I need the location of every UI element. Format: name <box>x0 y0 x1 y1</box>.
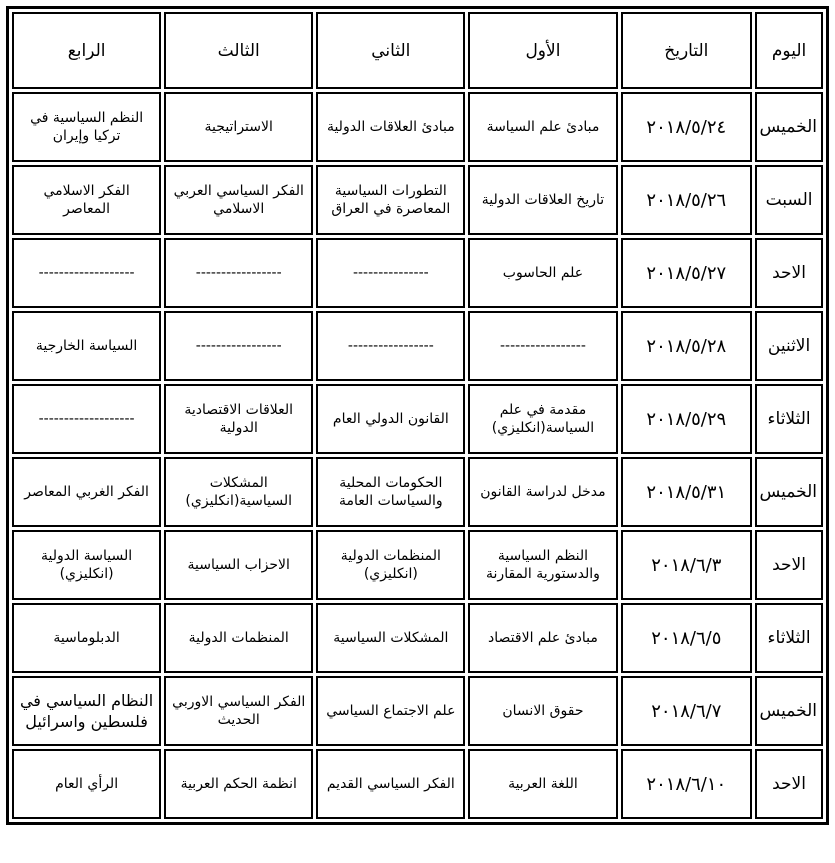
header-row <box>12 12 823 89</box>
row-date: ٢٠١٨/٥/٢٨ <box>621 311 753 381</box>
row-subject-fourth: الفكر الغربي المعاصر <box>12 457 161 527</box>
row-subject-second: الحكومات المحلية والسياسات العامة <box>316 457 465 527</box>
row-date: ٢٠١٨/٦/٣ <box>621 530 753 600</box>
row-day: الثلاثاء <box>755 603 823 673</box>
row-day: الثلاثاء <box>755 384 823 454</box>
row-subject-third: انظمة الحكم العربية <box>164 749 313 819</box>
row-subject-fourth: الرأي العام <box>12 749 161 819</box>
row-subject-fourth: ------------------- <box>12 238 161 308</box>
row-subject-second: الفكر السياسي القديم <box>316 749 465 819</box>
row-subject-second: التطورات السياسية المعاصرة في العراق <box>316 165 465 235</box>
row-date: ٢٠١٨/٦/٥ <box>621 603 753 673</box>
row-subject-fourth: النظم السياسية في تركيا وإيران <box>12 92 161 162</box>
table-row <box>12 384 823 454</box>
table-row <box>12 238 823 308</box>
row-subject-fourth: ------------------- <box>12 384 161 454</box>
row-date: ٢٠١٨/٥/٣١ <box>621 457 753 527</box>
row-subject-first: مدخل لدراسة القانون <box>468 457 617 527</box>
row-subject-second: القانون الدولي العام <box>316 384 465 454</box>
table-row <box>12 749 823 819</box>
row-subject-fourth: السياسة الخارجية <box>12 311 161 381</box>
header-day: اليوم <box>755 12 823 89</box>
row-subject-third: الفكر السياسي العربي الاسلامي <box>164 165 313 235</box>
table-row <box>12 530 823 600</box>
row-subject-fourth: الدبلوماسية <box>12 603 161 673</box>
row-subject-third: العلاقات الاقتصادية الدولية <box>164 384 313 454</box>
row-subject-first: ----------------- <box>468 311 617 381</box>
row-subject-second: مبادئ العلاقات الدولية <box>316 92 465 162</box>
row-day: الخميس <box>755 457 823 527</box>
row-day: الاحد <box>755 530 823 600</box>
row-subject-first: تاريخ العلاقات الدولية <box>468 165 617 235</box>
exam-schedule-table <box>6 6 829 825</box>
row-subject-first: علم الحاسوب <box>468 238 617 308</box>
row-subject-first: اللغة العربية <box>468 749 617 819</box>
row-day: الاثنين <box>755 311 823 381</box>
row-subject-fourth: الفكر الاسلامي المعاصر <box>12 165 161 235</box>
row-subject-fourth: النظام السياسي في فلسطين واسرائيل <box>12 676 161 746</box>
row-subject-third: ----------------- <box>164 238 313 308</box>
row-subject-third: ----------------- <box>164 311 313 381</box>
header-first: الأول <box>468 12 617 89</box>
row-day: الخميس <box>755 92 823 162</box>
row-date: ٢٠١٨/٦/١٠ <box>621 749 753 819</box>
row-subject-first: حقوق الانسان <box>468 676 617 746</box>
table-row <box>12 603 823 673</box>
table-row <box>12 165 823 235</box>
row-day: الخميس <box>755 676 823 746</box>
row-date: ٢٠١٨/٥/٢٦ <box>621 165 753 235</box>
row-subject-third: الفكر السياسي الاوربي الحديث <box>164 676 313 746</box>
row-subject-fourth: السياسة الدولية (انكليزي) <box>12 530 161 600</box>
row-subject-third: المشكلات السياسية(انكليزي) <box>164 457 313 527</box>
row-subject-third: الاستراتيجية <box>164 92 313 162</box>
row-date: ٢٠١٨/٥/٢٤ <box>621 92 753 162</box>
row-day: الاحد <box>755 238 823 308</box>
header-second: الثاني <box>316 12 465 89</box>
header-third: الثالث <box>164 12 313 89</box>
row-date: ٢٠١٨/٥/٢٧ <box>621 238 753 308</box>
table-row <box>12 676 823 746</box>
row-subject-second: علم الاجتماع السياسي <box>316 676 465 746</box>
header-fourth: الرابع <box>12 12 161 89</box>
row-subject-third: الاحزاب السياسية <box>164 530 313 600</box>
table-row <box>12 311 823 381</box>
header-date: التاريخ <box>621 12 753 89</box>
table-row <box>12 92 823 162</box>
row-subject-second: المنظمات الدولية (انكليزي) <box>316 530 465 600</box>
row-subject-first: مبادئ علم السياسة <box>468 92 617 162</box>
row-subject-first: مبادئ علم الاقتصاد <box>468 603 617 673</box>
row-subject-second: --------------- <box>316 238 465 308</box>
row-date: ٢٠١٨/٥/٢٩ <box>621 384 753 454</box>
row-subject-second: ----------------- <box>316 311 465 381</box>
row-subject-first: النظم السياسية والدستورية المقارنة <box>468 530 617 600</box>
row-day: السبت <box>755 165 823 235</box>
row-day: الاحد <box>755 749 823 819</box>
row-subject-first: مقدمة في علم السياسة(انكليزي) <box>468 384 617 454</box>
row-subject-second: المشكلات السياسية <box>316 603 465 673</box>
exam-schedule <box>6 6 829 825</box>
row-subject-third: المنظمات الدولية <box>164 603 313 673</box>
table-row <box>12 457 823 527</box>
row-date: ٢٠١٨/٦/٧ <box>621 676 753 746</box>
